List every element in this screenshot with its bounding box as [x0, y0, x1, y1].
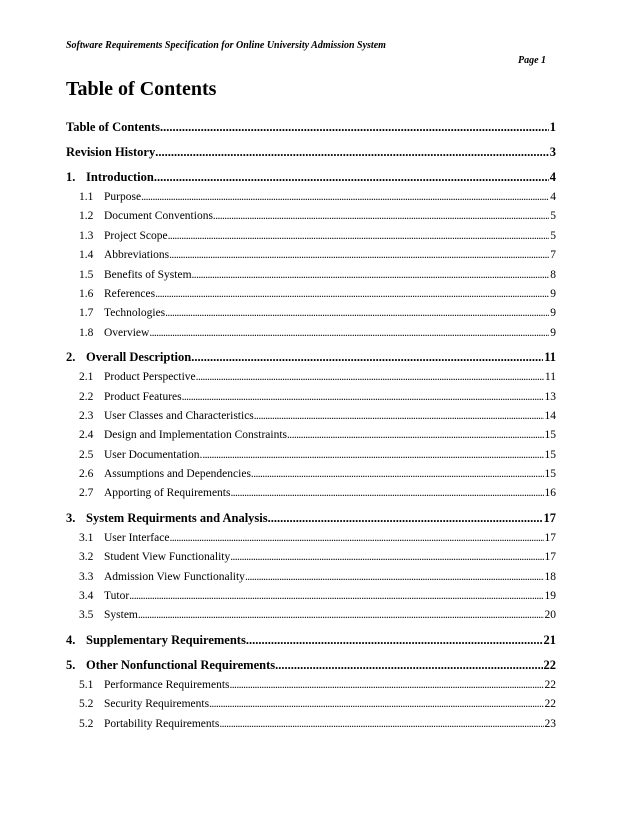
toc-entry-title: Student View Functionality [104, 551, 231, 564]
toc-entry-title: Security Requirements [104, 698, 210, 711]
toc-section-entry[interactable] [66, 141, 556, 163]
toc-entry-title: Revision History [66, 145, 156, 159]
toc-dot-leader [271, 507, 543, 529]
toc-entry-page: 5 [550, 210, 556, 223]
toc-entry-page: 17 [544, 551, 556, 564]
toc-section-entry[interactable] [66, 346, 556, 368]
table-of-contents [66, 116, 556, 734]
toc-entry-page: 15 [544, 468, 556, 481]
toc-subsection-entry[interactable] [66, 368, 556, 387]
toc-entry-number: 5.2 [79, 717, 94, 730]
toc-entry-number: 4. [66, 632, 76, 647]
toc-entry-title: Tutor [104, 590, 130, 603]
toc-entry-title: Supplementary Requirements [86, 632, 246, 647]
toc-entry-title: Product Perspective [104, 371, 196, 384]
toc-subsection-entry[interactable] [66, 606, 556, 625]
toc-entry-number: 3.2 [79, 551, 94, 564]
toc-entry-number: 3.1 [79, 531, 94, 544]
toc-heading: Table of Contents [66, 78, 217, 100]
toc-entry-number: 3.4 [79, 590, 94, 603]
toc-entry-title: Purpose [104, 191, 142, 203]
toc-entry-page: 22 [544, 698, 556, 711]
toc-entry-page: 21 [543, 632, 556, 647]
toc-dot-leader [246, 629, 543, 651]
toc-entry-title: Product Features [104, 390, 182, 403]
toc-entry-page: 9 [550, 287, 556, 300]
toc-entry-title: Table of Contents [66, 120, 160, 134]
toc-entry-page: 20 [544, 609, 556, 622]
toc-entry-number: 2.6 [79, 468, 94, 481]
toc-entry-number: 1.7 [79, 307, 94, 320]
toc-dot-leader [196, 368, 544, 387]
toc-entry-number: 2.7 [79, 487, 94, 500]
toc-subsection-entry[interactable] [66, 246, 556, 265]
toc-entry-title: Other Nonfunctional Requirements [86, 657, 276, 672]
toc-dot-leader [168, 227, 550, 246]
toc-dot-leader [155, 285, 549, 304]
toc-entry-number: 1. [66, 170, 76, 184]
toc-subsection-entry[interactable] [66, 324, 556, 343]
toc-subsection-entry[interactable] [66, 587, 556, 606]
toc-entry-title: User Documentation. [104, 448, 203, 461]
toc-entry-page: 15 [544, 429, 556, 442]
toc-dot-leader [230, 676, 544, 695]
toc-dot-leader [287, 426, 543, 445]
toc-entry-title: Portability Requirements [104, 717, 220, 730]
toc-entry-title: Introduction [86, 170, 154, 184]
toc-entry-page: 14 [544, 409, 556, 422]
toc-dot-leader [254, 407, 544, 426]
toc-entry-number: 3.3 [79, 570, 94, 583]
toc-entry-title: Overview [104, 326, 150, 339]
toc-entry-number: 5. [66, 657, 76, 672]
toc-entry-title: System Requirments and Analysis. [86, 510, 271, 525]
toc-entry-page: 22 [544, 678, 556, 691]
toc-entry-title: User Classes and Characteristics [104, 409, 254, 422]
toc-dot-leader [192, 266, 550, 285]
toc-entry-number: 1.8 [79, 326, 94, 339]
toc-entry-title: Benefits of System [104, 268, 192, 281]
toc-subsection-entry[interactable] [66, 304, 556, 323]
toc-entry-page: 18 [544, 570, 556, 583]
toc-subsection-entry[interactable] [66, 388, 556, 407]
toc-dot-leader [141, 188, 549, 207]
toc-dot-leader [155, 141, 549, 163]
toc-subsection-entry[interactable] [66, 407, 556, 426]
toc-dot-leader [160, 116, 549, 138]
toc-section-entry[interactable] [66, 507, 556, 529]
toc-dot-leader [245, 568, 544, 587]
toc-subsection-entry[interactable] [66, 446, 556, 465]
toc-entry-title: Admission View Functionality [104, 570, 245, 583]
toc-entry-page: 11 [544, 371, 556, 384]
toc-entry-title: References [104, 287, 156, 300]
toc-entry-page: 9 [550, 326, 556, 339]
toc-entry-title: Overall Description [86, 350, 192, 365]
toc-dot-leader [230, 484, 543, 503]
toc-entry-title: Apporting of Requirements [104, 487, 231, 500]
toc-entry-title: Design and Implementation Constraints [104, 429, 288, 442]
toc-subsection-entry[interactable] [66, 568, 556, 587]
toc-dot-leader [230, 548, 543, 567]
toc-entry-number: 1.6 [79, 287, 94, 300]
toc-entry-number: 2. [66, 350, 76, 365]
toc-section-entry[interactable] [66, 166, 556, 188]
toc-subsection-entry[interactable] [66, 695, 556, 714]
toc-subsection-entry[interactable] [66, 426, 556, 445]
toc-subsection-entry[interactable] [66, 676, 556, 695]
toc-entry-number: 1.4 [79, 249, 94, 262]
toc-subsection-entry[interactable] [66, 207, 556, 226]
toc-subsection-entry[interactable] [66, 715, 556, 734]
toc-dot-leader [169, 246, 549, 265]
toc-entry-number: 5.1 [79, 678, 94, 691]
toc-entry-number: 1.5 [79, 268, 94, 281]
toc-subsection-entry[interactable] [66, 227, 556, 246]
toc-dot-leader [275, 654, 542, 676]
toc-entry-number: 1.2 [79, 210, 94, 223]
toc-entry-title: Document Conventions [104, 210, 213, 223]
toc-dot-leader [182, 388, 544, 407]
toc-entry-title: Performance Requirements [104, 678, 230, 691]
toc-entry-number: 2.5 [79, 448, 94, 461]
toc-entry-number: 3.5 [79, 609, 94, 622]
toc-entry-number: 2.2 [79, 390, 94, 403]
toc-dot-leader [154, 166, 549, 188]
toc-dot-leader [191, 346, 543, 368]
toc-entry-title: System [104, 609, 138, 622]
toc-entry-title: User Interface [104, 531, 170, 544]
toc-subsection-entry[interactable] [66, 188, 556, 207]
toc-section-entry[interactable] [66, 116, 556, 138]
header-title: Software Requirements Specification for Online University Admission System [66, 40, 386, 51]
toc-subsection-entry[interactable] [66, 548, 556, 567]
toc-entry-page: 17 [543, 510, 556, 525]
toc-entry-page: 5 [550, 229, 556, 242]
toc-entry-page: 19 [544, 590, 556, 603]
toc-entry-page: 13 [544, 390, 556, 403]
toc-section-entry[interactable] [66, 629, 556, 651]
toc-entry-page: 1 [549, 120, 556, 134]
toc-dot-leader [251, 465, 544, 484]
toc-subsection-entry[interactable] [66, 285, 556, 304]
toc-entry-number: 2.1 [79, 371, 94, 384]
toc-entry-page: 7 [550, 249, 556, 262]
toc-entry-number: 1.3 [79, 229, 94, 242]
toc-entry-title: Assumptions and Dependencies [104, 468, 251, 481]
toc-entry-title: Project Scope [104, 229, 168, 242]
toc-dot-leader [165, 304, 549, 323]
toc-subsection-entry[interactable] [66, 529, 556, 548]
toc-dot-leader [209, 695, 543, 714]
toc-entry-page: 11 [544, 350, 556, 365]
toc-entry-title: Technologies [104, 307, 166, 320]
toc-section-entry[interactable] [66, 654, 556, 676]
toc-entry-page: 9 [550, 307, 556, 320]
toc-entry-number: 5.2 [79, 698, 94, 711]
toc-dot-leader [202, 446, 543, 465]
toc-entry-page: 16 [544, 487, 556, 500]
toc-entry-title: Abbreviations [104, 249, 170, 262]
toc-entry-page: 3 [549, 145, 556, 159]
toc-entry-page: 8 [550, 268, 556, 281]
toc-dot-leader [219, 715, 543, 734]
toc-entry-page: 4 [550, 191, 556, 203]
toc-entry-page: 15 [544, 448, 556, 461]
toc-subsection-entry[interactable] [66, 484, 556, 503]
toc-dot-leader [138, 606, 544, 625]
toc-entry-number: 2.4 [79, 429, 94, 442]
toc-dot-leader [149, 324, 549, 343]
toc-dot-leader [213, 207, 549, 226]
toc-subsection-entry[interactable] [66, 465, 556, 484]
page-number: Page 1 [518, 55, 547, 66]
toc-subsection-entry[interactable] [66, 266, 556, 285]
toc-entry-number: 3. [66, 510, 76, 525]
toc-dot-leader [169, 529, 543, 548]
toc-entry-page: 17 [544, 531, 556, 544]
toc-entry-number: 1.1 [79, 191, 94, 203]
toc-entry-page: 22 [543, 657, 556, 672]
toc-entry-number: 2.3 [79, 409, 94, 422]
toc-entry-page: 23 [544, 717, 556, 730]
toc-entry-page: 4 [549, 170, 556, 184]
toc-dot-leader [129, 587, 543, 606]
